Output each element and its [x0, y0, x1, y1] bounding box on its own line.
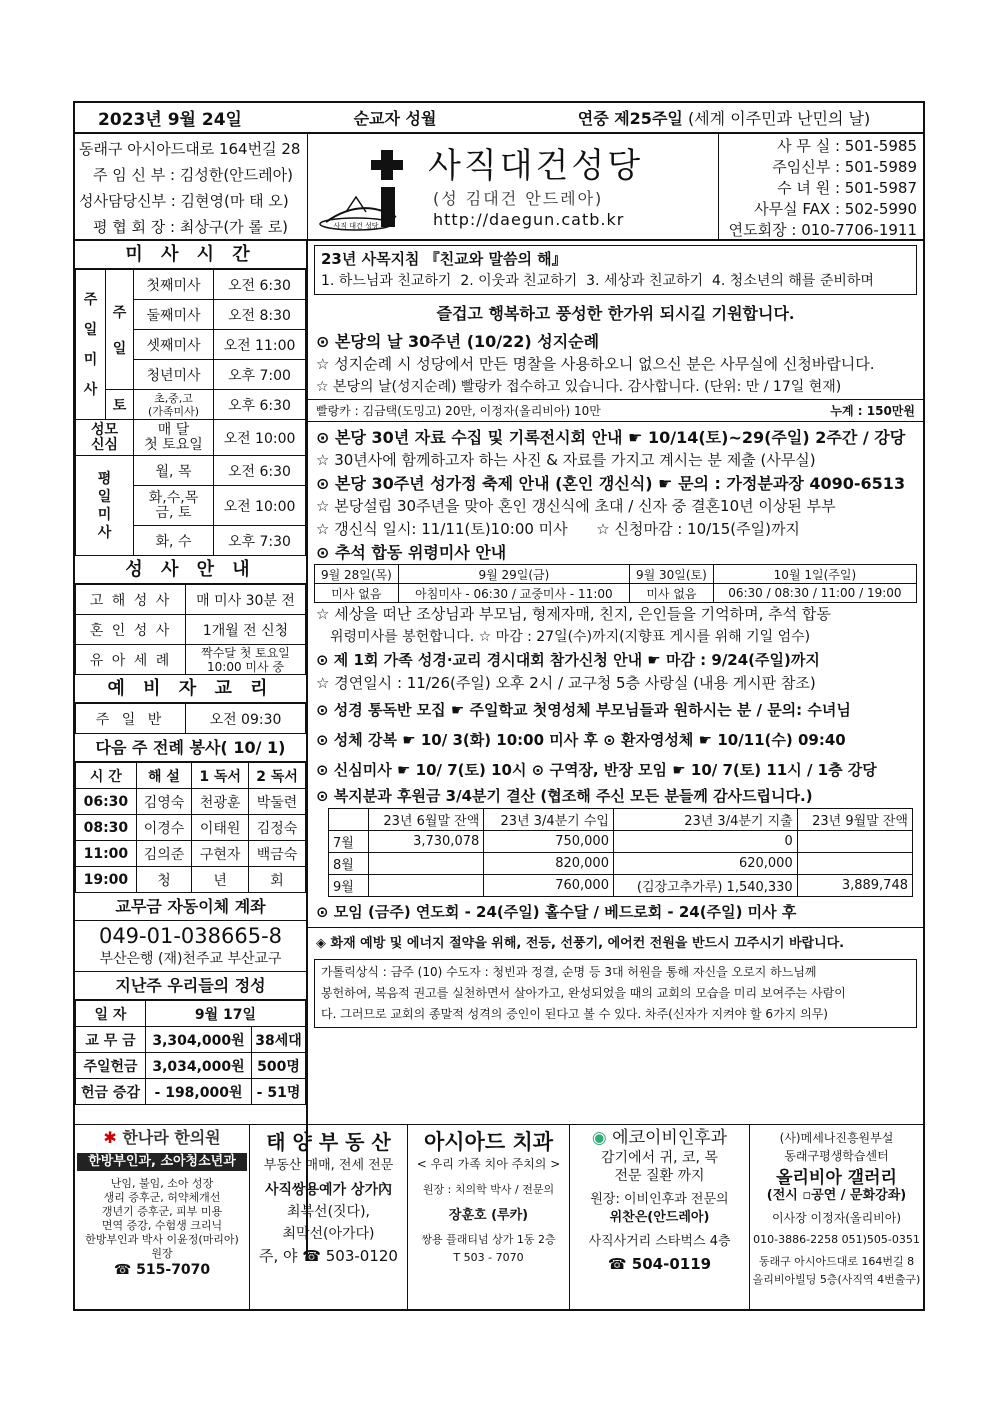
fund-cell: 3,889,748 — [797, 875, 912, 897]
notice-text: ☆ 갱신식 일시: 11/11(토)10:00 미사 ☆ 신청마감 : 10/15(주일)까지 — [316, 520, 800, 538]
service-header: 2 독서 — [249, 763, 306, 789]
ad-clinic — [75, 1125, 250, 1311]
fund-cell — [797, 831, 912, 853]
catechism-label: 주 일 반 — [76, 704, 186, 734]
council-president: 평 협 회 장 : 최상구(가 롤 로) — [93, 218, 289, 236]
service-time: 08:30 — [76, 815, 137, 841]
notice-title: ⊙ 성경 통독반 모집 ☛ 주일학교 첫영성체 부모님들과 원하시는 분 / 문의: 수녀님 — [316, 701, 851, 719]
notice-text: 위령미사를 봉헌합니다. ☆ 마감 : 27일(수)까지(지향표 게시를 위해 기일 엄수) — [330, 629, 811, 645]
parish-title-block — [308, 134, 718, 239]
mass-name: 둘째미사 — [134, 300, 214, 330]
offering-date: 9월 17일 — [146, 1001, 306, 1027]
memorial-date: 9월 28일(목) — [315, 565, 399, 584]
service-cell: 이경수 — [136, 815, 191, 841]
flower-icon: ✱ — [103, 1128, 117, 1147]
ad-line: 난임, 불임, 소아 성장 — [110, 1177, 214, 1190]
ad-line: 010-3886-2258 051)505-0351 — [753, 1233, 920, 1246]
ad-title: 태 양 부 동 산 — [266, 1130, 391, 1154]
tithe-account: 049-01-038665-8 — [98, 924, 283, 948]
ad-ent — [570, 1125, 750, 1311]
notice-title: ⊙ 본당의 날 30주년 (10/22) 성지순례 — [316, 332, 600, 351]
notices-column — [308, 241, 923, 1257]
knowledge-text: 봉헌하여, 복음적 권고를 실천하면서 살아가고, 완성되었을 때의 교회의 모습을 미리 보여주는 사람이 — [321, 986, 846, 1000]
fund-cell: 620,000 — [613, 853, 797, 875]
ad-line: 이사장 이정자(올리비아) — [771, 1211, 902, 1225]
fund-month: 8월 — [329, 853, 369, 875]
fund-cell — [797, 853, 912, 875]
first-sat-time: 오전 10:00 — [214, 420, 306, 456]
sacrament-name: 혼 인 성 사 — [76, 615, 186, 645]
ad-sub: 감기에서 귀, 코, 목 — [601, 1150, 718, 1166]
fund-cell — [369, 875, 484, 897]
weekday-days: 화,수,목 금, 토 — [134, 486, 214, 526]
fund-month: 7월 — [329, 831, 369, 853]
mass-time: 오후 7:00 — [214, 360, 306, 390]
service-header: 1 독서 — [192, 763, 249, 789]
sacrament-name: 유 아 세 례 — [76, 645, 186, 675]
parish-logo-icon — [316, 142, 416, 232]
ad-line: 동래구 아시아드대로 164번길 8 — [758, 1255, 915, 1268]
service-time: 19:00 — [76, 867, 137, 893]
ad-line: 쌍용 플래티넘 상가 1동 2층 — [421, 1233, 556, 1246]
sacrament-info: 1개월 전 신청 — [186, 615, 306, 645]
ad-realestate — [250, 1125, 408, 1311]
pastor: 주 임 신 부 : 김성한(안드레아) — [93, 166, 293, 184]
ad-phone: ☎ 504-0119 — [607, 1255, 712, 1273]
memorial-time: 미사 없음 — [315, 584, 399, 603]
catholic-knowledge-box — [314, 959, 917, 1028]
offering-title: 지난주 우리들의 정성 — [75, 972, 306, 1000]
service-header: 시 간 — [76, 763, 137, 789]
ad-line: 사직쌍용예가 상가內 — [264, 1182, 393, 1198]
sacrament-title: 성 사 안 내 — [75, 556, 306, 584]
memorial-date: 9월 30일(토) — [630, 565, 714, 584]
offering-amount: 3,304,000원 — [146, 1027, 252, 1053]
memorial-mass-table — [314, 564, 917, 603]
ad-title: (사)메세나진흥원부설 — [779, 1131, 894, 1145]
sunday-note: (세계 이주민과 난민의 날) — [687, 109, 871, 128]
palanca-bar — [308, 399, 923, 422]
contact-fax: 사무실 FAX : 502-5990 — [754, 200, 917, 218]
sunday-title — [525, 106, 923, 129]
mass-time: 오후 6:30 — [214, 390, 306, 420]
parish-patron: (성 김대건 안드레아) — [433, 189, 604, 208]
ad-title: 아시아드 치과 — [423, 1130, 554, 1154]
ad-gallery — [750, 1125, 923, 1311]
notice-text: ☆ 성지순례 시 성당에서 만든 명찰을 사용하오니 없으신 분은 사무실에 신청바랍니다. — [316, 355, 875, 373]
assistant-priest: 성사담당신부 : 김현영(마 태 오) — [79, 192, 289, 210]
offering-table — [75, 1000, 306, 1105]
fund-header: 23년 3/4분기 지출 — [613, 809, 797, 831]
ad-line: 갱년기 증후군, 피부 미용 — [101, 1205, 223, 1218]
parish-url[interactable]: http://daegun.catb.kr — [433, 210, 625, 229]
service-cell: 이태원 — [192, 815, 249, 841]
ad-line: 원장: 이비인후과 전문의 — [590, 1192, 729, 1207]
welfare-fund-table — [328, 808, 913, 897]
ad-title: 한나라 한의원 — [122, 1128, 221, 1147]
ad-sub: 한방부인과, 소아청소년과 — [77, 1153, 247, 1171]
ad-line: 장훈호 (루카) — [448, 1208, 529, 1223]
memorial-date: 10월 1일(주일) — [713, 565, 916, 584]
notice-title: ⊙ 추석 합동 위령미사 안내 — [316, 543, 507, 562]
parish-address: 동래구 아시아드대로 164번길 28 — [79, 140, 301, 158]
ad-line: 면역 증강, 수험생 크리닉 — [101, 1219, 223, 1232]
service-cell: 박둘련 — [249, 789, 306, 815]
ad-line: (전시 ▫공연 / 문화강좌) — [766, 1188, 907, 1203]
mass-name: 청년미사 — [134, 360, 214, 390]
palanca-total: 누계 : 150만원 — [830, 404, 915, 418]
service-table — [75, 762, 306, 893]
fund-month: 9월 — [329, 875, 369, 897]
service-time: 11:00 — [76, 841, 137, 867]
header-bar — [75, 103, 923, 134]
ad-name — [570, 1129, 749, 1147]
service-cell: 김의준 — [136, 841, 191, 867]
mass-name: 셋째미사 — [134, 330, 214, 360]
catechism-time: 오전 09:30 — [186, 704, 306, 734]
chuseok-greeting: 즐겁고 행복하고 풍성한 한가위 되시길 기원합니다. — [436, 304, 795, 323]
tithe-title: 교무금 자동이체 계좌 — [75, 893, 306, 921]
notice-title: ⊙ 모임 (금주) 연도회 - 24(주일) 홀수달 / 베드로회 - 24(주일) 미사 후 — [316, 903, 797, 921]
ad-dental — [408, 1125, 570, 1311]
ad-line: 원장 — [151, 1247, 173, 1260]
first-sat: 매 달 첫 토요일 — [134, 420, 214, 456]
mass-time: 오전 11:00 — [214, 330, 306, 360]
parish-name: 사직대건성당 — [428, 146, 644, 186]
palanca-list: 빨랑카 : 김금택(도밍고) 20만, 이정자(올리비아) 10만 — [316, 404, 601, 418]
notice-title: ⊙ 성체 강복 ☛ 10/ 3(화) 10:00 미사 후 ⊙ 환자영성체 ☛ 10/11(수) 09:40 — [316, 731, 846, 749]
fund-cell: 820,000 — [484, 853, 614, 875]
fund-cell: 3,730,078 — [369, 831, 484, 853]
fund-cell: 760,000 — [484, 875, 614, 897]
service-cell: 김정숙 — [249, 815, 306, 841]
first-sat-label: 성모 신심 — [76, 420, 134, 456]
ad-sub: 부동산 매매, 전세 전문 — [263, 1158, 394, 1173]
notice-title: ◈ 화재 예방 및 에너지 절약을 위해, 전등, 선풍기, 에어컨 전원을 반드시 끄주시기 바랍니다. — [308, 927, 923, 955]
service-time: 06:30 — [76, 789, 137, 815]
ad-line: 생리 증후군, 허약체개선 — [103, 1191, 221, 1204]
sacrament-name: 고 해 성 사 — [76, 585, 186, 615]
parish-info — [75, 134, 308, 239]
parish-header — [75, 134, 923, 241]
knowledge-text: 가톨릭상식 : 금주 (10) 수도자 : 청빈과 정결, 순명 등 3대 허원을 통해 자신을 오로지 하느님께 — [321, 965, 817, 979]
ad-line: 사직사거리 스타벅스 4층 — [588, 1234, 731, 1249]
notice-text: ☆ 본당의 날(성지순례) 빨랑카 접수하고 있습니다. 감사합니다. (단위: 만 / 17일 현재) — [316, 379, 842, 395]
ad-line: 위찬은(안드레아) — [609, 1210, 710, 1225]
offering-amount: 3,034,000원 — [146, 1053, 252, 1079]
ad-sub: < 우리 가족 치아 주치의 > — [416, 1157, 561, 1171]
ent-logo-icon: ◉ — [591, 1128, 607, 1148]
service-cell: 구현자 — [192, 841, 249, 867]
ad-line: 올리비아빌딩 5층(사직역 4번출구) — [752, 1273, 921, 1286]
mass-name: 초,중,고 (가족미사) — [134, 390, 214, 420]
offering-date-label: 일 자 — [76, 1001, 146, 1027]
contact-pastor: 주임신부 : 501-5989 — [772, 158, 917, 176]
ad-line: 원장 : 치의학 박사 / 전문의 — [422, 1183, 555, 1196]
ad-line: 올리비아 갤러리 — [776, 1168, 897, 1188]
tithe-bank: 부산은행 (재)천주교 부산교구 — [75, 948, 306, 972]
knowledge-text: 다. 그러므로 교회의 종말적 성격의 증인이 된다고 볼 수 있다. 차주(신자가 지켜야 할 6가지 의무) — [321, 1007, 828, 1021]
ad-title: 에코이비인후과 — [612, 1128, 728, 1148]
sacrament-info: 짝수달 첫 토요일 10:00 미사 중 — [186, 645, 306, 675]
notice-title: ⊙ 복지분과 후원금 3/4분기 결산 (협조해 주신 모든 분들께 감사드립니다.) — [316, 787, 813, 805]
saturday-label: 토 — [106, 390, 134, 420]
mass-time: 오전 6:30 — [214, 270, 306, 300]
notice-text: ☆ 30년사에 함께하고자 하는 사진 & 자료를 가지고 계시는 분 제출 (사무실) — [316, 451, 816, 469]
sacrament-info: 매 미사 30분 전 — [186, 585, 306, 615]
offering-count: 500명 — [252, 1053, 306, 1079]
ad-name — [75, 1129, 249, 1147]
notice-text: ☆ 본당설립 30주년을 맞아 혼인 갱신식에 초대 / 신자 중 결혼10년 이상된 부부 — [316, 497, 836, 515]
memorial-time: 아침미사 - 06:30 / 교중미사 - 11:00 — [398, 584, 629, 603]
ad-line: T 503 - 7070 — [453, 1251, 524, 1264]
weekday-days: 월, 목 — [134, 456, 214, 486]
ad-phone: 주, 야 ☎ 503-0120 — [259, 1247, 398, 1265]
catechism-title: 예 비 자 교 리 — [75, 675, 306, 703]
memorial-date: 9월 29일(금) — [398, 565, 629, 584]
fund-cell — [369, 853, 484, 875]
service-cell: 회 — [249, 867, 306, 893]
weekday-time: 오전 10:00 — [214, 486, 306, 526]
service-header: 해 설 — [136, 763, 191, 789]
notice-text: ☆ 경연일시 : 11/26(주일) 오후 2시 / 교구청 5층 사랑실 (내용 게시판 참조) — [316, 674, 816, 692]
sunday-mass-label: 주 일 미 사 — [76, 270, 106, 420]
fund-cell: 0 — [613, 831, 797, 853]
weekday-days: 화, 수 — [134, 526, 214, 556]
ad-sub: 동래구평생학습센터 — [784, 1149, 889, 1163]
sacrament-table — [75, 584, 306, 675]
logo-text: 사직 대건 성당 — [333, 222, 379, 230]
pastoral-motto-box — [314, 245, 917, 295]
contact-list — [718, 134, 923, 239]
service-cell: 년 — [192, 867, 249, 893]
service-cell: 청 — [136, 867, 191, 893]
sunday-name: 연중 제25주일 — [577, 109, 683, 128]
pastoral-motto: 23년 사목지침 『친교와 말씀의 해』 — [321, 250, 567, 268]
feast-title: 순교자 성월 — [353, 109, 437, 128]
offering-label: 주일헌금 — [76, 1053, 146, 1079]
mass-time: 오전 8:30 — [214, 300, 306, 330]
pastoral-goals: 1. 하느님과 친교하기 2. 이웃과 친교하기 3. 세상과 친교하기 4. 청소년의 해를 준비하며 — [321, 273, 874, 289]
mass-times-table — [75, 269, 306, 556]
notice-title: ⊙ 제 1회 가족 성경·교리 경시대회 참가신청 안내 ☛ 마감 : 9/24(주일)까지 — [316, 651, 820, 669]
left-column — [75, 241, 308, 1257]
fund-header: 23년 9월말 잔액 — [797, 809, 912, 831]
fund-cell: 750,000 — [484, 831, 614, 853]
fund-header: 23년 3/4분기 수입 — [484, 809, 614, 831]
service-title: 다음 주 전례 봉사( 10/ 1) — [75, 734, 306, 762]
offering-count: 38세대 — [252, 1027, 306, 1053]
ad-line: 전문 질환 까지 — [614, 1168, 705, 1184]
catechism-table — [75, 703, 306, 734]
sunday-label: 주 일 — [106, 270, 134, 390]
fund-cell: (김장고추가루) 1,540,330 — [613, 875, 797, 897]
bulletin-date: 2023년 9월 24일 — [98, 110, 242, 130]
offering-label: 헌금 증감 — [76, 1079, 146, 1105]
fund-header: 23년 6월말 잔액 — [369, 809, 484, 831]
notice-title: ⊙ 본당 30주년 성가정 축제 안내 (혼인 갱신식) ☛ 문의 : 가정분과장 4090-6513 — [316, 474, 906, 493]
weekday-time: 오후 7:30 — [214, 526, 306, 556]
ad-line: 한방부인과 박사 이윤정(마리아) — [85, 1233, 239, 1246]
service-cell: 천광훈 — [192, 789, 249, 815]
ads-strip — [73, 1124, 925, 1311]
notice-title: ⊙ 본당 30년 자료 수집 및 기록전시회 안내 ☛ 10/14(토)~29(주일) 2주간 / 강당 — [316, 428, 906, 447]
mass-name: 첫째미사 — [134, 270, 214, 300]
notice-title: ⊙ 신심미사 ☛ 10/ 7(토) 10시 ⊙ 구역장, 반장 모임 ☛ 10/ 7(토) 11시 / 1층 강당 — [316, 761, 877, 779]
weekday-time: 오전 6:30 — [214, 456, 306, 486]
ad-line: 최복선(짓다), — [287, 1204, 370, 1220]
offering-count: - 51명 — [252, 1079, 306, 1105]
ad-line: 최막선(아가다) — [282, 1226, 375, 1242]
memorial-time: 미사 없음 — [630, 584, 714, 603]
offering-label: 교 무 금 — [76, 1027, 146, 1053]
contact-office: 사 무 실 : 501-5985 — [777, 137, 917, 155]
contact-yeondo: 연도회장 : 010-7706-1911 — [728, 221, 917, 239]
fund-header — [329, 809, 369, 831]
offering-amount: - 198,000원 — [146, 1079, 252, 1105]
service-cell: 백금숙 — [249, 841, 306, 867]
contact-convent: 수 녀 원 : 501-5987 — [777, 179, 917, 197]
weekday-mass-label: 평 일 미 사 — [76, 456, 134, 556]
notice-text: ☆ 세상을 떠난 조상님과 부모님, 형제자매, 친지, 은인들을 기억하며, 추석 합동 — [316, 605, 831, 623]
ad-phone: ☎ 515-7070 — [113, 1262, 211, 1278]
memorial-time: 06:30 / 08:30 / 11:00 / 19:00 — [713, 584, 916, 603]
service-cell: 김영숙 — [136, 789, 191, 815]
mass-times-title: 미 사 시 간 — [75, 241, 306, 269]
